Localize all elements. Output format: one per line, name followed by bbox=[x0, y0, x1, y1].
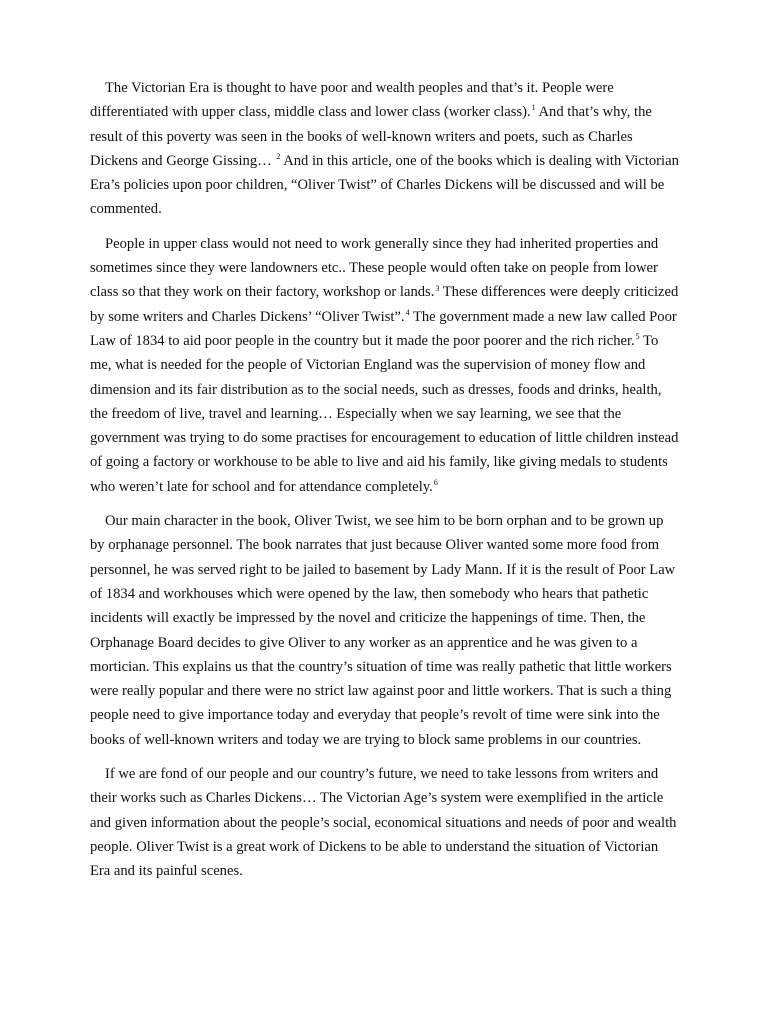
paragraph-text: The government made a new law called Poor Law of 1834 to aid poor people in the country but it made the poor poorer and the rich richer. bbox=[90, 308, 677, 349]
footnote-marker: 6 bbox=[433, 477, 438, 487]
paragraph-text: Our main character in the book, Oliver Twist, we see him to be born orphan and to be grown up by orphanage personnel. The book narrates that just because Oliver wanted some more food from personnel, he was served right to be jailed to basement by Lady Mann. If it is the result of Poor Law of 1834 and workhouses which were opened by the law, then somebody who hears that pathetic incidents will exactly be impressed by the novel and criticize the happenings of time. Then, the Orphanage Board decides to give Oliver to any worker as an apprentice and he was given to a mortician. This explains us that the country’s situation of time was really pathetic that little workers were really popular and there were no strict law against poor and little workers. That is such a thing people need to give importance today and everyday that people’s revolt of time were sink into the books of well-known writers and today we are trying to block same problems in our countries. bbox=[90, 513, 676, 748]
paragraph-text: And that’s why, the result of this poverty was seen in the books of well-known writers and poets, such as Charles Dickens and George Gissing… bbox=[90, 104, 652, 169]
paragraph-oliver-twist bbox=[90, 509, 679, 752]
footnote-marker: 1 bbox=[531, 103, 536, 113]
footnote-marker: 4 bbox=[405, 307, 410, 317]
footnote-marker: 2 bbox=[276, 152, 281, 162]
footnote-marker: 3 bbox=[435, 283, 440, 293]
paragraph-text: People in upper class would not need to work generally since they had inherited properties and sometimes since they were landowners etc.. These people would often take on people from lower class so that they work on their factory, workshop or lands. bbox=[90, 235, 659, 301]
paragraph-text: These differences were deeply criticized by some writers and Charles Dickens’ “Oliver Twist”. bbox=[90, 284, 679, 325]
paragraph-text: If we are fond of our people and our country’s future, we need to take lessons from writers and their works such as Charles Dickens… The Victorian Age’s system were exemplified in the article and given information about the people’s social, economical situations and needs of poor and wealth people. Oliver Twist is a great work of Dickens to be able to understand the situation of Victorian Era and its painful scenes. bbox=[90, 766, 677, 880]
footnote-marker: 5 bbox=[635, 332, 640, 342]
paragraph-text: To me, what is needed for the people of Victorian England was the supervision of money flow and dimension and its fair distribution as to the social needs, such as dresses, foods and drinks, health, the freedom of live, travel and learning… Especially when we say learning, we see that the government was trying to do some practises for encouragement to education of little children instead of going a factory or workhouse to be able to live and aid his family, like giving medals to students who weren’t late for school and for attendance completely. bbox=[90, 332, 679, 495]
essay-body bbox=[90, 76, 679, 884]
paragraph-upper-class bbox=[90, 232, 679, 499]
paragraph-text: The Victorian Era is thought to have poor and wealth peoples and that’s it. People were differentiated with upper class, middle class and lower class (worker class). bbox=[90, 80, 614, 121]
paragraph-conclusion bbox=[90, 762, 679, 883]
paragraph-text: And in this article, one of the books which is dealing with Victorian Era’s policies upon poor children, “Oliver Twist” of Charles Dickens will be discussed and will be commented. bbox=[90, 152, 679, 218]
paragraph-intro bbox=[90, 76, 679, 222]
